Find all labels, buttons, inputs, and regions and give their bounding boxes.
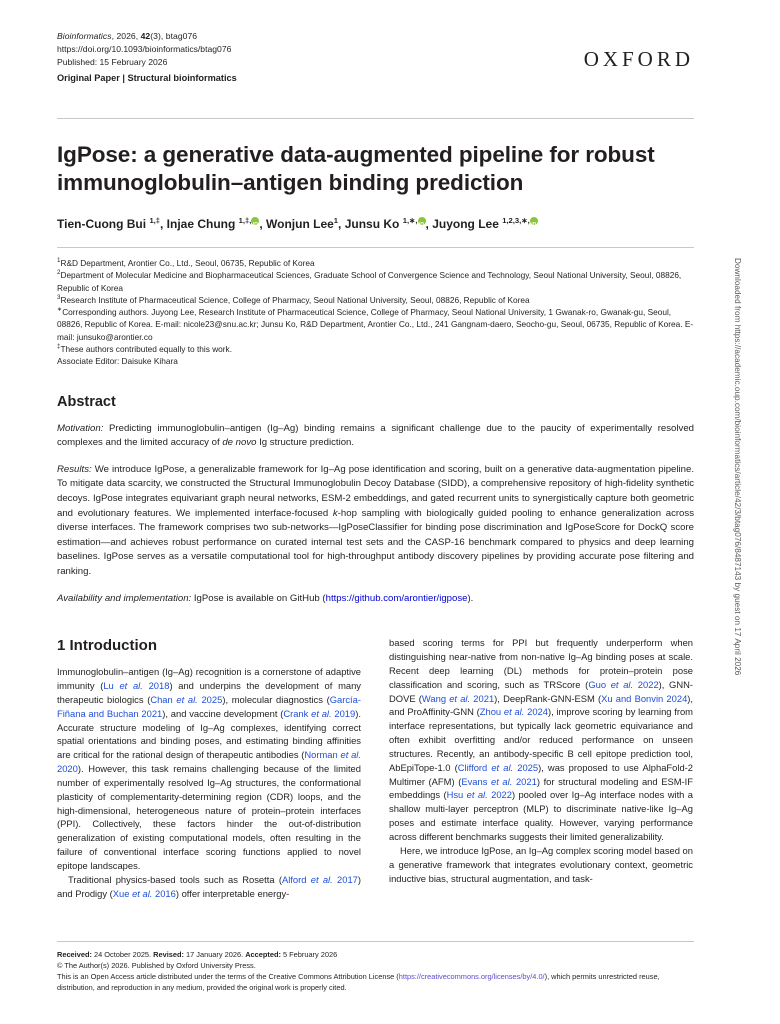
github-link[interactable]: https://github.com/arontier/igpose [325,592,468,604]
affiliation-marker: ‡ [57,343,61,351]
motivation-label: Motivation: [57,422,104,434]
affiliation-text: These authors contributed equally to this work. [60,344,233,355]
revised-label: Revised: [153,950,184,959]
received-value: 24 October 2025. [91,950,154,959]
author-name: Tien-Cuong Bui [57,217,150,231]
author-4 [345,217,426,231]
citation-link[interactable]: Crank et al. 2019 [283,707,356,719]
author-name: Juyong Lee [432,217,503,231]
affiliation-2 [57,269,694,294]
masthead-divider [57,118,694,119]
results-italic: k [332,507,338,519]
motivation-text-2: Ig structure prediction. [256,437,355,449]
availability-end: ). [467,592,474,604]
citation-link[interactable]: Alford et al. 2017 [281,873,358,885]
affiliation-1 [57,257,694,269]
affiliation-text: Corresponding authors. Juyong Lee, Research Institute of Pharmaceutical Science, College of Pharmacy, Seoul National University, 1 Gwanak-ro, Gwanak-gu, Seoul, 08826, Republic of Korea. E-mail: nicole23@snu.ac.kr; Junsu Ko, R&D Department, Arontier Co., Ltd., 241 Gangnam-daero, Seocho-gu, Seoul, 06735, Republic of Korea. E-mail: junsuko@arontier.co [57,307,694,342]
accepted-value: 5 February 2026 [280,950,338,959]
body-columns [57,636,694,900]
footer-license [57,971,694,993]
abstract-heading: Abstract [57,393,116,410]
citation-link[interactable]: Xu and Bonvin 2024 [601,692,688,704]
intro-right-paragraph-1: based scoring terms for PPI but frequently underperform when distinguishing near-native from non-native Ig–Ag binding poses at scale. Recent deep learning (DL) methods for protein–protein pose classification and scoring, such as TRScore (Guo et al. 2022), GNN-DOVE (Wang et al. 2021), DeepRank-GNN-ESM (Xu and Bonvin 2024), and ProAffinity-GNN (Zhou et al. 2024), improve scoring by learning from interface representations, but typically lack geometric equivariance and often exhibit overfitting and/or reduced performance on unseen structures. Recently, an antibody-specific B cell epitope prediction tool, AbEpiTope-1.0 (Clifford et al. 2025), was proposed to use AlphaFold-2 Multimer (AFM) (Evans et al. 2021) for structural modeling and ESM-IF embeddings (Hsu et al. 2022) pooled over Ig–Ag interface nodes with a shallow multi-layer perceptron (MLP) to discriminate native-like Ig–Ag poses and estimate interface quality. However, varying performance across different benchmarks suggests their limited generalizability. [389,637,694,843]
page-title: IgPose: a generative data-augmented pipeline for robust immunoglobulin–antigen binding prediction [57,142,655,195]
affiliation-marker: 2 [57,269,61,277]
author-3 [266,217,338,231]
citation-link[interactable]: Evans et al. 2021 [461,775,537,787]
license-post: ), which permits unrestricted reuse, distribution, and reproduction in any medium, provided the original work is properly cited. [57,972,660,992]
citation-link[interactable]: Wang et al. 2021 [421,692,495,704]
availability-label: Availability and implementation: [57,592,192,604]
author-name: Injae Chung [166,217,239,231]
author-affiliation-marker: 1,2,3,∗, [502,216,530,225]
results-text-2: -hop sampling with biologically guided pooling to enhance generalization across diverse interfaces. The framework comprises two sub-networks—IgPoseClassifier for binding pose discrimination and IgPoseScore for DockQ score estimation—and achieves robust performance on curated internal test sets and the CASP-16 benchmark compared to physics and deep learning baselines. IgPose serves as a versatile computational tool for high-throughput antibody discovery pipelines by providing accurate pose filtering and ranking. [57,507,694,578]
abstract-availability [57,592,694,607]
author-name: Junsu Ko [344,217,403,231]
motivation-text-1: Predicting immunoglobulin–antigen (Ig–Ag) binding remains a significant challenge due to the paucity of experimentally resolved complexes and the limited accuracy of [57,422,694,449]
column-right [389,636,693,900]
abstract-motivation [57,422,694,451]
author-affiliation-marker: 1,∗, [402,216,418,225]
author-2 [167,217,260,231]
accepted-label: Accepted: [245,950,281,959]
left-column-paragraphs [57,665,361,900]
author-5 [432,217,538,231]
published-date: Published: 15 February 2026 [57,57,168,68]
author-separator: , [259,217,267,231]
author-list [57,216,694,233]
affiliation-5 [57,343,694,355]
affiliation-marker: 3 [57,294,61,302]
oxford-logo: OXFORD [583,47,694,71]
affiliation-text: R&D Department, Arontier Co., Ltd., Seoul, 06735, Republic of Korea [60,258,315,268]
intro-left-paragraph-1: Immunoglobulin–antigen (Ig–Ag) recognition is a cornerstone of adaptive immunity (Lu et al. 2018) and underpins the development of many therapeutic biologics (Chan et al. 2025), molecular diagnostics (García-Fiñana and Buchan 2021), and vaccine development (Crank et al. 2019). Accurate structure modeling of Ig–Ag complexes, identifying correct spatial orientations and binding poses, and estimating binding affinities are critical for the rational design of therapeutic antibodies (Norman et al. 2020). However, this task remains challenging because of the limited number of experimentally resolved Ig–Ag structures, the conformational plasticity of complementarity-determining region (CDR) loops, and the high-dimensional, heterogeneous nature of protein–protein interfaces (PPI). Collectively, these factors hinder the out-of-distribution generalization of existing computational models, often resulting in the failure of conventional interface scoring functions applied to novel epitope landscapes. [57,666,361,872]
author-affiliation-marker: 1 [333,216,339,225]
citation-link[interactable]: Guo et al. 2022 [588,678,659,690]
affiliation-text: Department of Molecular Medicine and Biopharmaceutical Sciences, Graduate School of Convergence Science and Technology, Seoul National University, Seoul, 08826, Republic of Korea [57,270,682,293]
results-text-1: We introduce IgPose, a generalizable framework for Ig–Ag pose identification and scoring, built on a generative data-augmentation pipeline. To mitigate data scarcity, we constructed the Structural Immunoglobulin Decoy Database (SIDD), a comprehensive repository of high-fidelity synthetic decoys. IgPose integrates equivariant graph neural networks, ESM-2 embeddings, and gated recurrent units to synergistically capture both geometric and evolutionary features. We implemented interface-focused [57,463,694,519]
citation-link[interactable]: García-Fiñana and Buchan 2021 [57,693,361,719]
intro-right-paragraph-2: Here, we introduce IgPose, an Ig–Ag complex scoring model based on a generative framework that integrates evolutionary context, geometric inductive bias, structural augmentation, and task- [389,844,693,884]
availability-text: IgPose is available on GitHub ( [191,592,326,604]
citation-link[interactable]: Clifford et al. 2025 [457,761,539,773]
author-affiliation-marker: 1,‡ [149,216,160,225]
journal-year: , 2026, [111,31,141,41]
doi-line[interactable]: https://doi.org/10.1093/bioinformatics/btag076 [57,44,232,55]
journal-issue: (3), btag076 [150,31,198,41]
paper-type: Original Paper | Structural bioinformatics [57,72,237,83]
footer-copyright: © The Author(s) 2026. Published by Oxford University Press. [57,961,256,970]
author-separator: , [160,217,167,231]
affiliation-4 [57,306,694,343]
journal-name: Bioinformatics [57,31,112,41]
author-affiliation-marker: 1,‡, [238,216,252,225]
author-1 [57,217,160,231]
section-heading-introduction: 1 Introduction [57,637,157,655]
author-separator: , [425,217,433,231]
affiliation-marker: ∗ [57,306,63,314]
abstract-results [57,463,694,580]
affiliation-marker: 1 [57,257,61,265]
associate-editor: Associate Editor: Daisuke Kihara [57,356,178,367]
footer-divider [57,941,694,942]
right-column-paragraphs [389,636,693,885]
affiliation-text: Research Institute of Pharmaceutical Science, College of Pharmacy, Seoul National University, Seoul, 08826, Republic of Korea [60,294,530,305]
column-left [57,636,361,900]
affiliations-block [57,257,694,368]
citation-link[interactable]: Zhou et al. 2024 [479,706,548,718]
page-content [57,30,694,901]
license-pre: This is an Open Access article distributed under the terms of the Creative Commons Attribution License ( [57,972,399,981]
received-label: Received: [57,950,92,959]
author-separator: , [338,217,345,231]
citation-link[interactable]: Xue et al. 2016 [112,887,176,899]
citation-link[interactable]: Hsu et al. 2022 [446,789,512,801]
intro-left-paragraph-2: Traditional physics-based tools such as Rosetta (Alford et al. 2017) and Prodigy (Xue et al. 2016) offer interpretable energy- [57,873,361,899]
citation-link[interactable]: Lu et al. 2018 [103,680,170,692]
download-watermark: Downloaded from https://academic.oup.com/bioinformatics/article/42/3/btag076/8487143 by guest on 17 April 2026 [733,258,742,676]
journal-citation-line [57,30,694,43]
orcid-icon[interactable] [418,217,426,225]
license-link[interactable]: https://creativecommons.org/licenses/by/4.0/ [398,972,545,981]
citation-link[interactable]: Norman et al. 2020 [57,749,361,775]
orcid-icon[interactable] [251,217,259,225]
page-footer [57,941,694,993]
revised-value: 17 January 2026. [183,950,246,959]
motivation-italic: de novo [222,437,257,449]
author-divider [57,247,694,248]
masthead [57,30,694,96]
journal-volume: 42 [140,31,151,41]
results-label: Results: [57,463,92,475]
footer-dates [57,949,694,960]
author-name: Wonjun Lee [266,217,334,231]
orcid-icon[interactable] [530,217,538,225]
affiliation-3 [57,294,694,306]
citation-link[interactable]: Chan et al. 2025 [150,693,223,705]
